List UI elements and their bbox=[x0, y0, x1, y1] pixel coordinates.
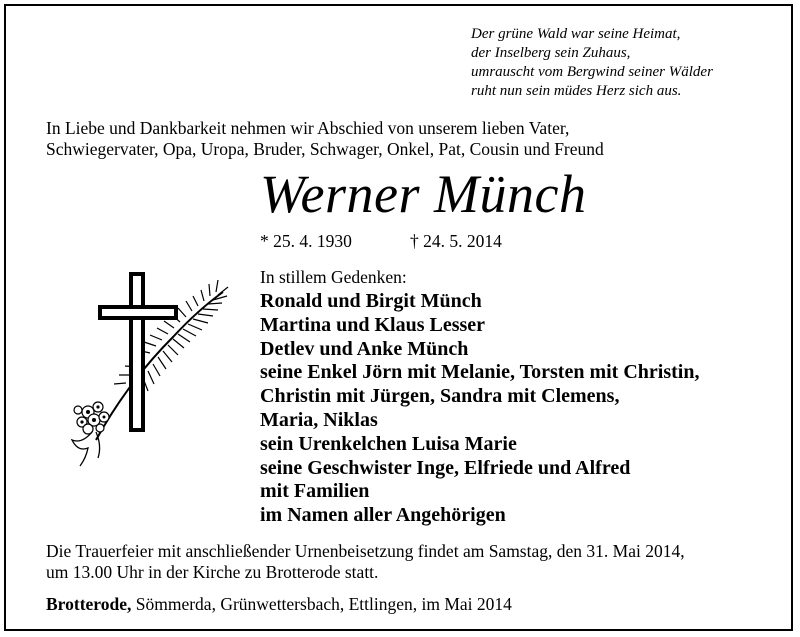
intro-line: Schwiegervater, Opa, Uropa, Bruder, Schwager, Onkel, Pat, Cousin und Freund bbox=[46, 139, 604, 159]
life-dates bbox=[260, 231, 502, 251]
mourner-line: Christin mit Jürgen, Sandra mit Clemens, bbox=[260, 385, 620, 408]
intro-line: In Liebe und Dankbarkeit nehmen wir Abschied von unserem lieben Vater, bbox=[46, 118, 570, 138]
mourner-line: mit Familien bbox=[260, 480, 370, 503]
mourner-line: seine Geschwister Inge, Elfriede und Alfred bbox=[260, 456, 631, 479]
poem-line: umrauscht vom Bergwind seiner Wälder bbox=[471, 64, 713, 80]
poem-line: Der grüne Wald war seine Heimat, bbox=[471, 26, 681, 42]
mourner-line: im Namen aller Angehörigen bbox=[260, 504, 506, 527]
funeral-announcement bbox=[46, 541, 685, 583]
deceased-name: Werner Münch bbox=[260, 164, 587, 224]
mourner-line: Maria, Niklas bbox=[260, 408, 378, 431]
other-places: Sömmerda, Grünwettersbach, Ettlingen, im Mai 2014 bbox=[131, 594, 512, 614]
ceremony-line: Die Trauerfeier mit anschließender Urnenbeisetzung findet am Samstag, den 31. Mai 2014, bbox=[46, 541, 685, 561]
places-and-date bbox=[46, 594, 512, 615]
memorial-poem bbox=[471, 25, 771, 101]
mourner-line: Martina und Klaus Lesser bbox=[260, 313, 486, 336]
farewell-intro bbox=[46, 118, 604, 160]
poem-line: der Inselberg sein Zuhaus, bbox=[471, 45, 631, 61]
poem-line: ruht nun sein müdes Herz sich aus. bbox=[471, 83, 682, 99]
mourner-line: seine Enkel Jörn mit Melanie, Torsten mit Christin, bbox=[260, 361, 700, 384]
mourners-list bbox=[260, 290, 699, 528]
primary-place: Brotterode, bbox=[46, 594, 132, 614]
death-date: † 24. 5. 2014 bbox=[410, 231, 502, 251]
ceremony-line: um 13.00 Uhr in der Kirche zu Brotterode statt. bbox=[46, 562, 379, 582]
mourner-line: Ronald und Birgit Münch bbox=[260, 290, 482, 312]
mourner-line: Detlev und Anke Münch bbox=[260, 337, 469, 360]
cross-with-palm-branch-icon bbox=[58, 262, 258, 472]
mourner-line: sein Urenkelchen Luisa Marie bbox=[260, 432, 517, 455]
remembrance-heading: In stillem Gedenken: bbox=[260, 267, 407, 287]
birth-date: * 25. 4. 1930 bbox=[260, 231, 352, 251]
